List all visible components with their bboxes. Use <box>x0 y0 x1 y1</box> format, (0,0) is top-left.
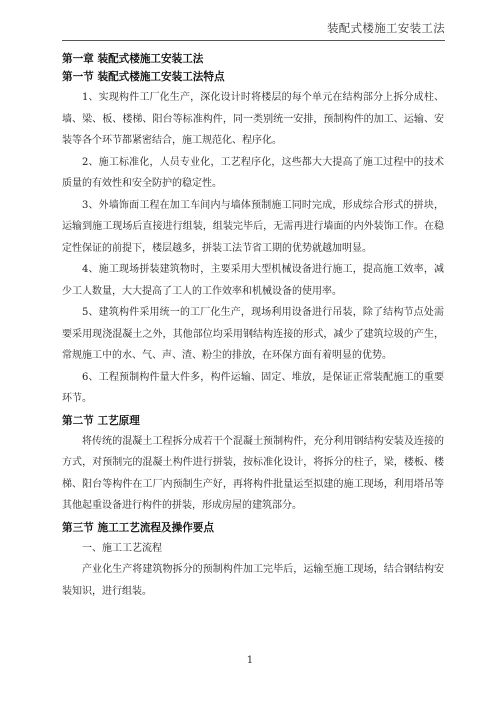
page-number: 1 <box>246 654 254 666</box>
running-header: 装配式楼施工安装工法 <box>327 21 445 35</box>
header-rule <box>62 40 445 41</box>
section-1-paragraph-6: 6、工程预制构件量大件多，构件运输、固定、堆放，是保证正常装配施工的重要环节。 <box>62 371 444 404</box>
section-2-title: 第二节 工艺原理 <box>62 414 140 427</box>
section-1-paragraph-4: 4、施工现场拼装建筑物时，主要采用大型机械设备进行施工，提高施工效率，减少工人数量，大大提高了工人的工作效率和机械设备的使用率。 <box>62 264 444 297</box>
chapter-title: 第一章 装配式楼施工安装工法 <box>62 53 204 65</box>
section-3-paragraph-1: 产业化生产将建筑物拆分的预制构件加工完毕后，运输至施工现场，结合钢结构安装知识，进行组装。 <box>62 564 444 597</box>
section-1-title: 第一节 装配式楼施工安装工法特点 <box>62 71 225 83</box>
page-content <box>62 52 444 602</box>
section-3-subheading: 一、施工工艺流程 <box>82 542 162 554</box>
section-1-paragraph-3: 3、外墙饰面工程在加工车间内与墙体预制施工同时完成，形成综合形式的拼块，运输到施工现场后直接进行组装，组装完毕后，无需再进行墙面的内外装饰工作。在稳定性保证的前提下，楼层越多，拼装工法节省工期的优势就越加明显。 <box>62 199 444 254</box>
section-1-paragraph-5: 5、建筑构件采用统一的工厂化生产，现场利用设备进行吊装，除了结构节点处需要采用现浇混凝土之外，其他部位均采用钢结构连接的形式，减少了建筑垃圾的产生，常规施工中的水、气、声、渣、粉尘的排放，在环保方面有着明显的优势。 <box>62 307 444 361</box>
section-1-paragraph-1: 1、实现构件工厂化生产，深化设计时将楼层的每个单元在结构部分上拆分成柱、墙、梁、板、楼梯、阳台等标准构件，同一类别统一安排，预制构件的加工、运输、安装等各个环节都紧密结合，施工规范化、程序化。 <box>62 92 444 146</box>
section-2-paragraph-1: 将传统的混凝土工程拆分成若干个混凝土预制构件，充分利用钢结构安装及连接的方式，对预制完的混凝土构件进行拼装，按标准化设计，将拆分的柱子，梁，楼板、楼梯、阳台等构件在工厂内预制生产好，再将构件批量运至拟建的施工现场，利用塔吊等其他起重设备进行构件的拼装，形成房屋的建筑部分。 <box>62 435 444 511</box>
section-1-paragraph-2: 2、施工标准化，人员专业化，工艺程序化，这些都大大提高了施工过程中的技术质量的有效性和安全防护的稳定性。 <box>62 156 444 189</box>
section-3-title: 第三节 施工工艺流程及操作要点 <box>62 521 214 534</box>
